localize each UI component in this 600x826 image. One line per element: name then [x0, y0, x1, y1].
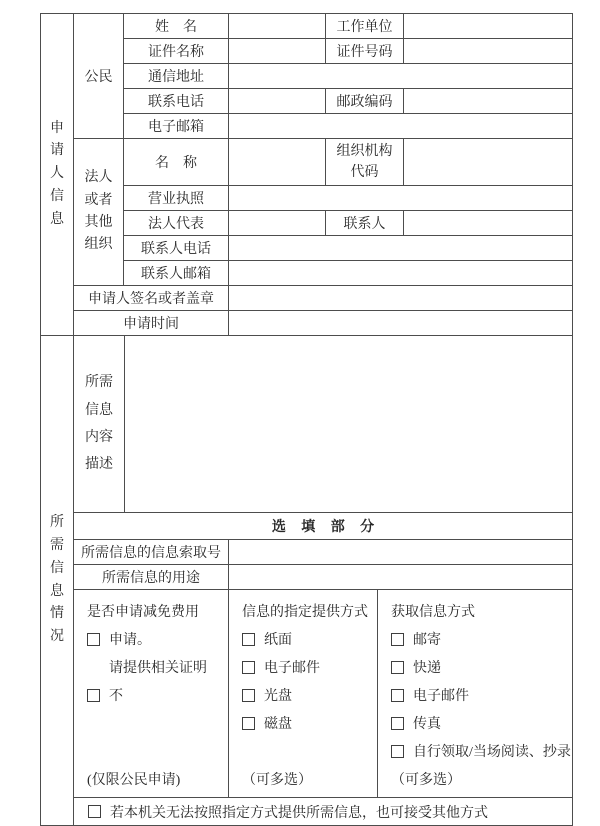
- applicant-section-strip: [41, 14, 74, 336]
- obtain-footnote: （可多选）: [391, 773, 461, 788]
- fee-apply-note: 请提供相关证明: [109, 661, 207, 676]
- id-number-input-cell[interactable]: [404, 39, 573, 64]
- optional-section-header: 选填部分: [74, 513, 573, 540]
- obtain-option-mail[interactable]: 邮寄: [391, 629, 441, 649]
- description-input-cell[interactable]: [125, 336, 573, 513]
- employer-label: 工作单位: [326, 14, 404, 39]
- license-input-cell[interactable]: [229, 186, 573, 211]
- contact-label: 联系人: [326, 211, 404, 236]
- org-name-input-cell[interactable]: [229, 139, 326, 186]
- provide-method-cell: [229, 590, 378, 798]
- row-options-block: [41, 590, 573, 798]
- row-org-name: [41, 139, 573, 186]
- citizen-group-label: 公民: [74, 14, 124, 139]
- contact-phone-label: 联系人电话: [124, 236, 229, 261]
- checkbox-icon[interactable]: [391, 633, 404, 646]
- org-name-label: 名 称: [124, 139, 229, 186]
- contact-email-input-cell[interactable]: [229, 261, 573, 286]
- postcode-input-cell[interactable]: [404, 89, 573, 114]
- checkbox-icon[interactable]: [242, 633, 255, 646]
- checkbox-icon[interactable]: [242, 717, 255, 730]
- signature-label: 申请人签名或者盖章: [74, 286, 229, 311]
- description-label: 所需信息内容描述: [74, 336, 125, 513]
- row-purpose: [41, 565, 573, 590]
- provide-option-cd[interactable]: 光盘: [242, 685, 292, 705]
- address-input-cell[interactable]: [229, 64, 573, 89]
- row-description: [41, 336, 573, 513]
- fee-waiver-title: 是否申请减免费用: [87, 605, 199, 620]
- obtain-option-email[interactable]: 电子邮件: [391, 685, 469, 705]
- index-number-label: 所需信息的信息索取号: [74, 540, 229, 565]
- contact-phone-input-cell[interactable]: [229, 236, 573, 261]
- signature-input-cell[interactable]: [229, 286, 573, 311]
- org-code-label: 组织机构代码: [326, 139, 404, 186]
- checkbox-icon[interactable]: [391, 689, 404, 702]
- fee-waiver-cell: [74, 590, 229, 798]
- license-label: 营业执照: [124, 186, 229, 211]
- index-number-input-cell[interactable]: [229, 540, 573, 565]
- org-code-input-cell[interactable]: [404, 139, 573, 186]
- row-name: [41, 14, 573, 39]
- fee-footnote: (仅限公民申请): [87, 773, 181, 788]
- representative-label: 法人代表: [124, 211, 229, 236]
- postcode-label: 邮政编码: [326, 89, 404, 114]
- apply-time-label: 申请时间: [74, 311, 229, 336]
- purpose-label: 所需信息的用途: [74, 565, 229, 590]
- row-index-number: [41, 540, 573, 565]
- representative-input-cell[interactable]: [229, 211, 326, 236]
- needed-section-strip: [41, 336, 74, 826]
- id-name-label: 证件名称: [124, 39, 229, 64]
- accept-other-method-option[interactable]: [74, 802, 572, 822]
- email-label: 电子邮箱: [124, 114, 229, 139]
- name-input-cell[interactable]: [229, 14, 326, 39]
- checkbox-icon[interactable]: [391, 717, 404, 730]
- needed-section-label: 所需信息情况: [50, 515, 64, 644]
- provide-footnote: （可多选）: [242, 773, 312, 788]
- checkbox-icon[interactable]: [391, 661, 404, 674]
- id-name-input-cell[interactable]: [229, 39, 326, 64]
- phone-input-cell[interactable]: [229, 89, 326, 114]
- checkbox-icon[interactable]: [87, 633, 100, 646]
- needed-info-table: [40, 335, 573, 826]
- contact-email-label: 联系人邮箱: [124, 261, 229, 286]
- bottom-note-cell: [74, 798, 573, 826]
- id-number-label: 证件号码: [326, 39, 404, 64]
- provide-option-disk[interactable]: 磁盘: [242, 713, 292, 733]
- name-label: 姓 名: [124, 14, 229, 39]
- obtain-option-fax[interactable]: 传真: [391, 713, 441, 733]
- checkbox-icon[interactable]: [242, 689, 255, 702]
- row-optional-header: [41, 513, 573, 540]
- checkbox-icon[interactable]: [242, 661, 255, 674]
- obtain-method-cell: [378, 590, 573, 798]
- purpose-input-cell[interactable]: [229, 565, 573, 590]
- application-form: [40, 13, 572, 826]
- fee-option-no[interactable]: 不: [87, 685, 123, 705]
- provide-option-paper[interactable]: 纸面: [242, 629, 292, 649]
- row-apply-time: [41, 311, 573, 336]
- provide-method-title: 信息的指定提供方式: [242, 605, 368, 620]
- checkbox-icon[interactable]: [88, 805, 101, 818]
- obtain-option-express[interactable]: 快递: [391, 657, 441, 677]
- apply-time-input-cell[interactable]: [229, 311, 573, 336]
- checkbox-icon[interactable]: [87, 689, 100, 702]
- row-signature: [41, 286, 573, 311]
- bottom-note-text: 若本机关无法按照指定方式提供所需信息，也可接受其他方式: [110, 805, 488, 821]
- applicant-section-label: 申请人信息: [50, 120, 64, 227]
- phone-label: 联系电话: [124, 89, 229, 114]
- obtain-method-title: 获取信息方式: [391, 605, 475, 620]
- contact-input-cell[interactable]: [404, 211, 573, 236]
- address-label: 通信地址: [124, 64, 229, 89]
- row-bottom-note: [41, 798, 573, 826]
- fee-option-apply[interactable]: 申请。: [87, 629, 151, 649]
- checkbox-icon[interactable]: [391, 745, 404, 758]
- legal-group-label: 法人或者其他组织: [74, 139, 124, 286]
- provide-option-email[interactable]: 电子邮件: [242, 657, 320, 677]
- employer-input-cell[interactable]: [404, 14, 573, 39]
- obtain-option-self-pickup[interactable]: 自行领取/当场阅读、抄录: [391, 741, 571, 761]
- applicant-info-table: [40, 13, 573, 336]
- email-input-cell[interactable]: [229, 114, 573, 139]
